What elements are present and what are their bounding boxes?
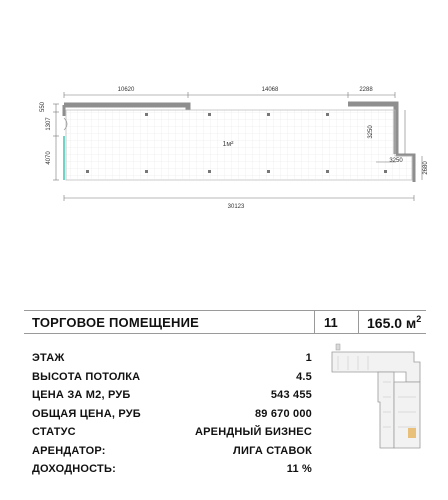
detail-row-status — [32, 424, 312, 443]
divider — [314, 311, 315, 333]
dim-top-left: 10620 — [117, 87, 135, 93]
detail-label: ЭТАЖ — [32, 352, 65, 364]
keyplan-building-right — [394, 382, 420, 448]
dim-bottom-total: 30123 — [227, 204, 245, 210]
dim-top-right: 2288 — [359, 87, 373, 93]
detail-label: АРЕНДАТОР: — [32, 444, 106, 457]
detail-value: 89 670 000 — [254, 407, 312, 420]
keyplan-annex — [336, 344, 340, 350]
dim-left-bottom: 4070 — [46, 151, 52, 165]
dim-top-mid: 14068 — [261, 87, 279, 93]
premises-number: 11 — [324, 315, 338, 330]
keyplan-building-top — [332, 352, 420, 382]
detail-value: 4.5 — [296, 370, 312, 383]
detail-label: СТАТУС — [32, 426, 76, 438]
premises-type: ТОРГОВОЕ ПОМЕЩЕНИЕ — [32, 315, 200, 330]
detail-row-total-price — [32, 406, 312, 425]
detail-label: ЦЕНА ЗА М2, РУБ — [32, 389, 131, 401]
summary-bar — [24, 310, 426, 334]
divider — [358, 311, 359, 333]
dim-right-step: 3250 — [389, 158, 403, 164]
details-list — [32, 350, 312, 480]
detail-value: ЛИГА СТАВОК — [233, 444, 312, 457]
area-value: 165.0 м — [367, 315, 417, 331]
detail-value: 1 — [305, 352, 312, 364]
detail-row-tenant — [32, 443, 312, 462]
room-label: 1м² — [222, 141, 234, 148]
premises-area — [367, 314, 421, 331]
detail-label: ОБЩАЯ ЦЕНА, РУБ — [32, 407, 141, 420]
dim-left-top: 550 — [40, 101, 46, 113]
dim-right-lower: 2680 — [423, 161, 429, 175]
keyplan-highlight — [408, 428, 416, 438]
detail-row-yield — [32, 461, 312, 480]
detail-value: 543 455 — [270, 389, 312, 401]
detail-row-price-m2 — [32, 387, 312, 406]
room-floor — [66, 110, 412, 179]
detail-row-ceiling — [32, 369, 312, 388]
wall-top-left — [64, 105, 188, 110]
detail-value: 11 % — [286, 463, 312, 475]
keyplan-building-left — [378, 372, 394, 448]
dim-right-upper: 3250 — [368, 125, 374, 139]
key-plan — [328, 342, 428, 452]
key-plan-drawing — [328, 342, 428, 452]
detail-label: ДОХОДНОСТЬ: — [32, 463, 116, 475]
area-unit-sup: 2 — [416, 314, 422, 324]
detail-row-floor — [32, 350, 312, 369]
detail-label: ВЫСОТА ПОТОЛКА — [32, 370, 141, 383]
dim-left-mid: 1307 — [46, 117, 52, 131]
detail-value: АРЕНДНЫЙ БИЗНЕС — [194, 426, 312, 438]
